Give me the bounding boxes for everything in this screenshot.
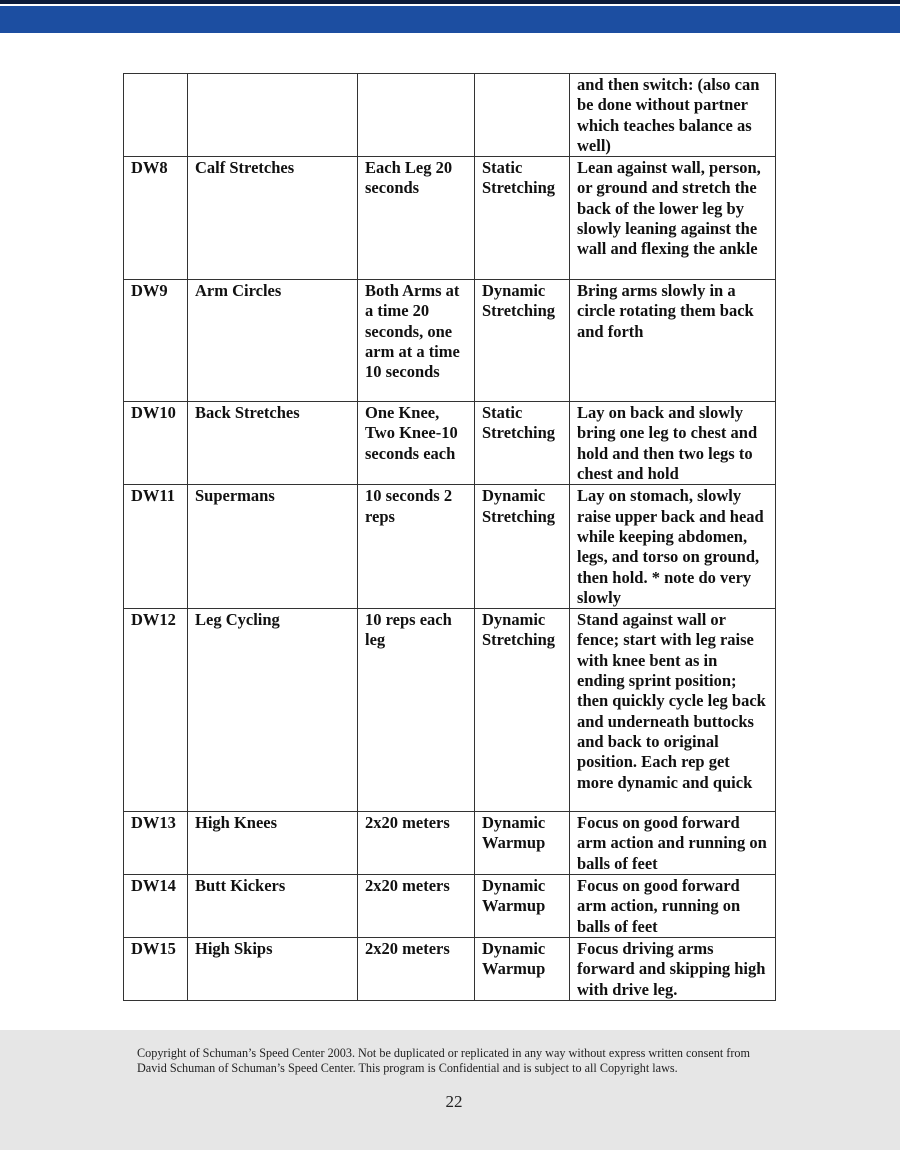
drill-id-cell: [124, 74, 188, 157]
drill-duration-cell: 2x20 meters: [358, 812, 475, 875]
drill-duration-cell: 10 seconds 2 reps: [358, 485, 475, 609]
drill-type-cell: Dynamic Warmup: [475, 812, 570, 875]
drill-duration-cell: Both Arms at a time 20 seconds, one arm at a time 10 seconds: [358, 280, 475, 402]
drill-duration-cell: One Knee, Two Knee-10 seconds each: [358, 402, 475, 485]
drill-type-cell: Dynamic Stretching: [475, 609, 570, 812]
drill-id-cell: DW13: [124, 812, 188, 875]
table-row: [124, 157, 776, 280]
drill-id-cell: DW10: [124, 402, 188, 485]
drill-duration-cell: 10 reps each leg: [358, 609, 475, 812]
drill-name-cell: Supermans: [188, 485, 358, 609]
page-footer: [0, 1030, 900, 1150]
drill-description-cell: Bring arms slowly in a circle rotating them back and forth: [570, 280, 776, 402]
table-row: [124, 402, 776, 485]
drill-name-cell: [188, 74, 358, 157]
drill-name-cell: Back Stretches: [188, 402, 358, 485]
drill-duration-cell: 2x20 meters: [358, 875, 475, 938]
table-row: [124, 609, 776, 812]
drill-id-cell: DW12: [124, 609, 188, 812]
drill-type-cell: Static Stretching: [475, 402, 570, 485]
drill-description-cell: Lay on back and slowly bring one leg to chest and hold and then two legs to chest and hold: [570, 402, 776, 485]
drill-type-cell: Dynamic Warmup: [475, 875, 570, 938]
drill-id-cell: DW15: [124, 937, 188, 1000]
drill-description-cell: Focus driving arms forward and skipping high with drive leg.: [570, 937, 776, 1000]
drill-id-cell: DW11: [124, 485, 188, 609]
drill-type-cell: Dynamic Stretching: [475, 280, 570, 402]
drill-name-cell: High Skips: [188, 937, 358, 1000]
header-band-divider: [0, 4, 900, 6]
drill-description-cell: Stand against wall or fence; start with leg raise with knee bent as in ending sprint position; then quickly cycle leg back and underneath buttocks and back to original position. Each rep get more dynamic and quick: [570, 609, 776, 812]
drill-description-cell: Lean against wall, person, or ground and stretch the back of the lower leg by slowly leaning against the wall and flexing the ankle: [570, 157, 776, 280]
drill-table: [123, 73, 776, 1001]
table-row: [124, 875, 776, 938]
table-row: [124, 937, 776, 1000]
drill-description-cell: Lay on stomach, slowly raise upper back and head while keeping abdomen, legs, and torso on ground, then hold. * note do very slowly: [570, 485, 776, 609]
table-row: [124, 74, 776, 157]
drill-name-cell: Butt Kickers: [188, 875, 358, 938]
page-number: 22: [445, 1092, 463, 1111]
drill-name-cell: Leg Cycling: [188, 609, 358, 812]
drill-type-cell: Dynamic Stretching: [475, 485, 570, 609]
drill-name-cell: Arm Circles: [188, 280, 358, 402]
drill-type-cell: Static Stretching: [475, 157, 570, 280]
drill-description-cell: Focus on good forward arm action and running on balls of feet: [570, 812, 776, 875]
drill-description-cell: and then switch: (also can be done without partner which teaches balance as well): [570, 74, 776, 157]
drill-duration-cell: Each Leg 20 seconds: [358, 157, 475, 280]
table-row: [124, 485, 776, 609]
table-row: [124, 812, 776, 875]
drill-duration-cell: 2x20 meters: [358, 937, 475, 1000]
drill-name-cell: High Knees: [188, 812, 358, 875]
drill-id-cell: DW8: [124, 157, 188, 280]
drill-type-cell: Dynamic Warmup: [475, 937, 570, 1000]
drill-id-cell: DW9: [124, 280, 188, 402]
drill-id-cell: DW14: [124, 875, 188, 938]
drill-description-cell: Focus on good forward arm action, running on balls of feet: [570, 875, 776, 938]
drill-type-cell: [475, 74, 570, 157]
drill-name-cell: Calf Stretches: [188, 157, 358, 280]
copyright-notice: Copyright of Schuman’s Speed Center 2003. Not be duplicated or replicated in any way without express written consent from David Schuman of Schuman’s Speed Center. This program is Confidential and is subject to all Copyright laws.: [137, 1046, 750, 1075]
table-row: [124, 280, 776, 402]
drill-duration-cell: [358, 74, 475, 157]
